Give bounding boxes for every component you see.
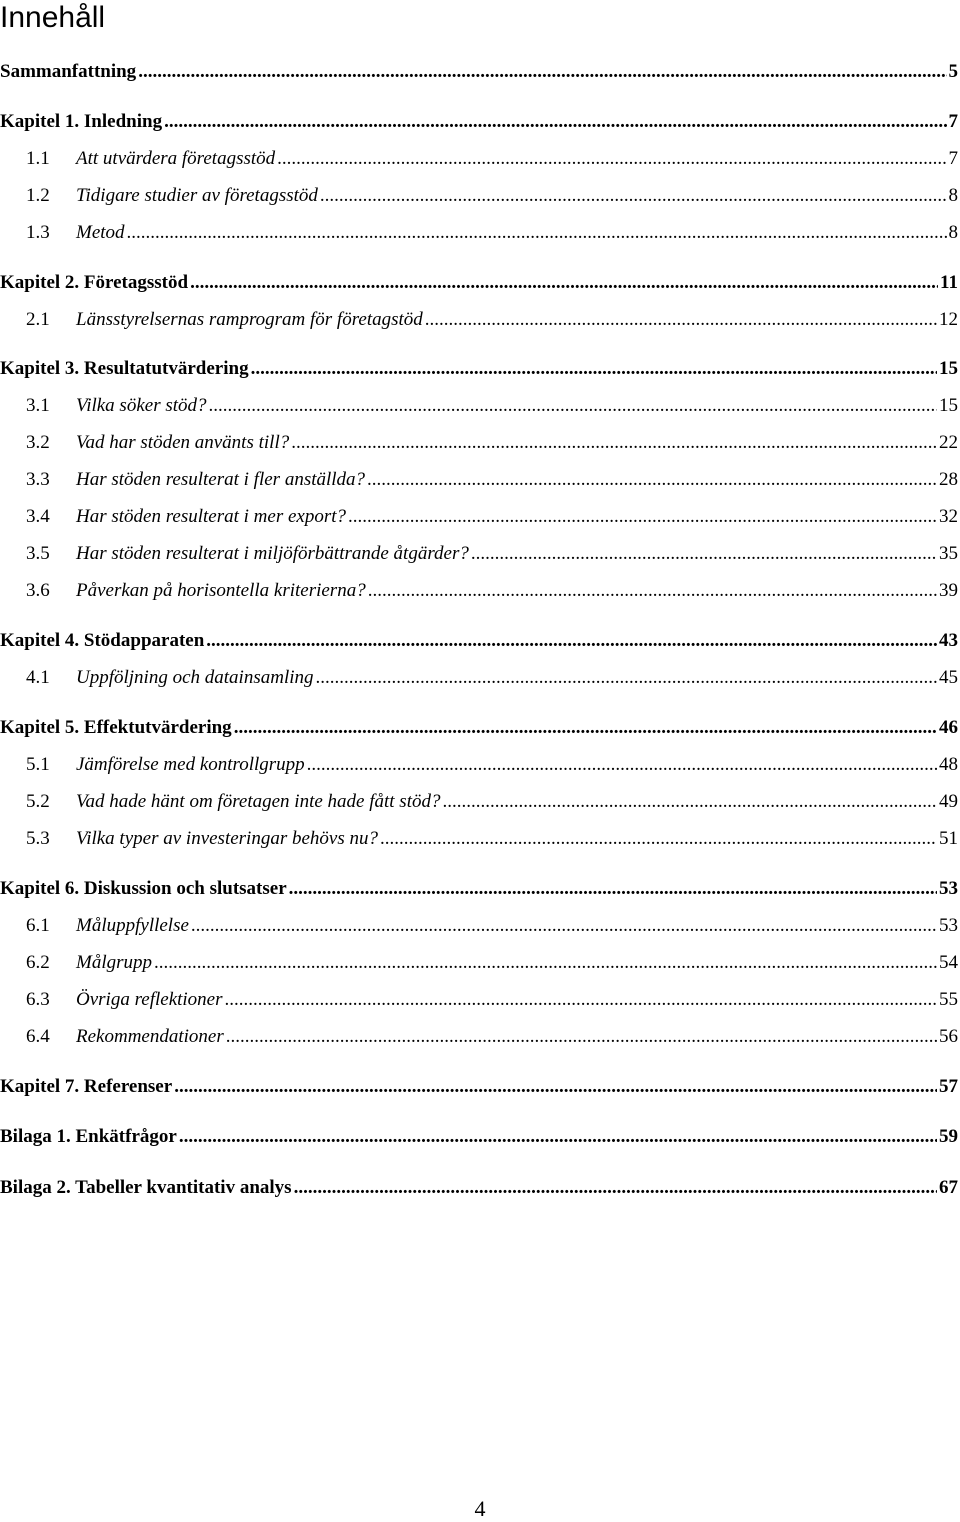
- toc-entry-title: Vilka söker stöd?: [76, 395, 207, 416]
- toc-entry[interactable]: [0, 876, 960, 902]
- toc-entry-page: 5: [948, 61, 958, 82]
- dot-leader: [138, 59, 946, 85]
- toc-entry[interactable]: [0, 826, 960, 852]
- dot-leader: [380, 826, 937, 852]
- toc-entry-page: 45: [939, 667, 958, 688]
- dot-leader: [471, 541, 937, 567]
- dot-leader: [425, 307, 937, 333]
- toc-entry[interactable]: [0, 109, 960, 135]
- toc-entry[interactable]: [0, 541, 960, 567]
- toc-entry-title: Har stöden resulterat i mer export?: [76, 506, 347, 527]
- dot-leader: [277, 146, 946, 172]
- toc-entry-title: Bilaga 2. Tabeller kvantitativ analys: [0, 1177, 292, 1198]
- dot-leader: [368, 578, 937, 604]
- toc-entry-page: 49: [939, 791, 958, 812]
- toc-entry-title: Kapitel 1. Inledning: [0, 111, 163, 132]
- toc-entry[interactable]: [0, 665, 960, 691]
- toc-entry-title: Kapitel 3. Resultatutvärdering: [0, 358, 249, 379]
- toc-entry-number: 5.2: [26, 791, 50, 812]
- toc-entry-page: 15: [939, 358, 958, 379]
- dot-leader: [251, 356, 937, 382]
- toc-entry-page: 51: [939, 828, 958, 849]
- toc-entry[interactable]: [0, 1175, 960, 1201]
- dot-leader: [174, 1074, 937, 1100]
- dot-leader: [154, 950, 937, 976]
- toc-entry-page: 59: [939, 1126, 958, 1147]
- toc-entry-title: Kapitel 5. Effektutvärdering: [0, 717, 232, 738]
- toc-entry-number: 3.4: [26, 506, 50, 527]
- toc-entry-title: Vilka typer av investeringar behövs nu?: [76, 828, 378, 849]
- toc-entry-number: 3.6: [26, 580, 50, 601]
- toc-entry-page: 57: [939, 1076, 958, 1097]
- toc-entry-number: 1.1: [26, 148, 50, 169]
- toc-entry-page: 53: [939, 878, 958, 899]
- toc-entry-title: Tidigare studier av företagsstöd: [76, 185, 318, 206]
- dot-leader: [164, 109, 946, 135]
- toc-entry-page: 7: [948, 148, 958, 169]
- toc-entry-page: 55: [939, 989, 958, 1010]
- toc-entry-page: 46: [939, 717, 958, 738]
- dot-leader: [291, 430, 937, 456]
- toc-entry-number: 6.3: [26, 989, 50, 1010]
- toc-entry-page: 56: [939, 1026, 958, 1047]
- toc-entry-number: 2.1: [26, 309, 50, 330]
- toc-entry[interactable]: [0, 504, 960, 530]
- toc-entry-number: 3.2: [26, 432, 50, 453]
- toc-entry-page: 53: [939, 915, 958, 936]
- dot-leader: [442, 789, 937, 815]
- toc-entry-number: 6.2: [26, 952, 50, 973]
- toc-entry-page: 8: [948, 185, 958, 206]
- toc-entry-page: 39: [939, 580, 958, 601]
- dot-leader: [348, 504, 937, 530]
- toc-entry[interactable]: [0, 220, 960, 246]
- toc-entry-page: 67: [939, 1177, 958, 1198]
- toc-entry[interactable]: [0, 628, 960, 654]
- toc-entry-page: 32: [939, 506, 958, 527]
- toc-entry[interactable]: [0, 183, 960, 209]
- toc-entry[interactable]: [0, 146, 960, 172]
- toc-entry-title: Kapitel 2. Företagsstöd: [0, 272, 189, 293]
- toc-entry-title: Att utvärdera företagsstöd: [76, 148, 276, 169]
- toc-entry-title: Kapitel 6. Diskussion och slutsatser: [0, 878, 287, 899]
- toc-entry-number: 5.3: [26, 828, 50, 849]
- toc-entry[interactable]: [0, 789, 960, 815]
- toc-entry-title: Uppföljning och datainsamling: [76, 667, 314, 688]
- toc-entry-page: 28: [939, 469, 958, 490]
- toc-entry-title: Har stöden resulterat i fler anställda?: [76, 469, 366, 490]
- toc-entry-title: Sammanfattning: [0, 61, 137, 82]
- toc-entry[interactable]: [0, 752, 960, 778]
- toc-entry[interactable]: [0, 578, 960, 604]
- toc-entry[interactable]: [0, 307, 960, 333]
- page-title: Innehåll: [0, 1, 106, 34]
- toc-entry[interactable]: [0, 356, 960, 382]
- page-number: 4: [474, 1496, 486, 1521]
- toc-entry-number: 4.1: [26, 667, 50, 688]
- toc-entry[interactable]: [0, 467, 960, 493]
- dot-leader: [226, 1024, 937, 1050]
- dot-leader: [307, 752, 937, 778]
- toc-entry[interactable]: [0, 715, 960, 741]
- toc-entry-page: 48: [939, 754, 958, 775]
- toc-entry[interactable]: [0, 393, 960, 419]
- toc-entry-page: 54: [939, 952, 958, 973]
- toc-entry[interactable]: [0, 987, 960, 1013]
- toc-entry-page: 11: [940, 272, 958, 293]
- toc-entry[interactable]: [0, 59, 960, 85]
- dot-leader: [225, 987, 937, 1013]
- dot-leader: [320, 183, 947, 209]
- dot-leader: [367, 467, 937, 493]
- toc-entry-number: 1.2: [26, 185, 50, 206]
- toc-entry[interactable]: [0, 913, 960, 939]
- toc-entry-page: 35: [939, 543, 958, 564]
- toc-entry-title: Påverkan på horisontella kriterierna?: [76, 580, 366, 601]
- toc-entry-title: Övriga reflektioner: [76, 989, 223, 1010]
- dot-leader: [127, 220, 947, 246]
- toc-entry-title: Rekommendationer: [76, 1026, 224, 1047]
- dot-leader: [190, 270, 938, 296]
- toc-entry-title: Kapitel 4. Stödapparaten: [0, 630, 205, 651]
- toc-entry-number: 3.5: [26, 543, 50, 564]
- toc-entry[interactable]: [0, 1124, 960, 1150]
- toc-entry[interactable]: [0, 950, 960, 976]
- toc-entry-number: 5.1: [26, 754, 50, 775]
- toc-entry-page: 43: [939, 630, 958, 651]
- dot-leader: [191, 913, 937, 939]
- dot-leader: [209, 393, 937, 419]
- toc-entry-page: 22: [939, 432, 958, 453]
- toc-entry[interactable]: [0, 1074, 960, 1100]
- dot-leader: [316, 665, 938, 691]
- toc-entry-page: 7: [948, 111, 958, 132]
- dot-leader: [234, 715, 937, 741]
- toc-entry-title: Bilaga 1. Enkätfrågor: [0, 1126, 177, 1147]
- toc-entry-page: 12: [939, 309, 958, 330]
- toc-entry-title: Har stöden resulterat i miljöförbättrande åtgärder?: [76, 543, 469, 564]
- toc-entry-title: Metod: [76, 222, 125, 243]
- toc-entry[interactable]: [0, 430, 960, 456]
- toc-entry-number: 6.1: [26, 915, 50, 936]
- toc-entry-number: 3.3: [26, 469, 50, 490]
- toc-entry-number: 6.4: [26, 1026, 50, 1047]
- toc-entry[interactable]: [0, 1024, 960, 1050]
- dot-leader: [179, 1124, 937, 1150]
- toc-entry-number: 1.3: [26, 222, 50, 243]
- toc-entry-title: Vad har stöden använts till?: [76, 432, 290, 453]
- toc-entry-title: Länsstyrelsernas ramprogram för företagstöd: [76, 309, 423, 330]
- toc-entry-page: 8: [948, 222, 958, 243]
- toc-entry-title: Måluppfyllelse: [76, 915, 189, 936]
- toc-entry-title: Vad hade hänt om företagen inte hade fått stöd?: [76, 791, 441, 812]
- dot-leader: [294, 1175, 937, 1201]
- toc-entry-title: Jämförelse med kontrollgrupp: [76, 754, 305, 775]
- dot-leader: [289, 876, 937, 902]
- toc-entry-title: Kapitel 7. Referenser: [0, 1076, 173, 1097]
- toc-entry-title: Målgrupp: [76, 952, 152, 973]
- toc-entry-page: 15: [939, 395, 958, 416]
- toc-entry-number: 3.1: [26, 395, 50, 416]
- dot-leader: [206, 628, 937, 654]
- toc-entry[interactable]: [0, 270, 960, 296]
